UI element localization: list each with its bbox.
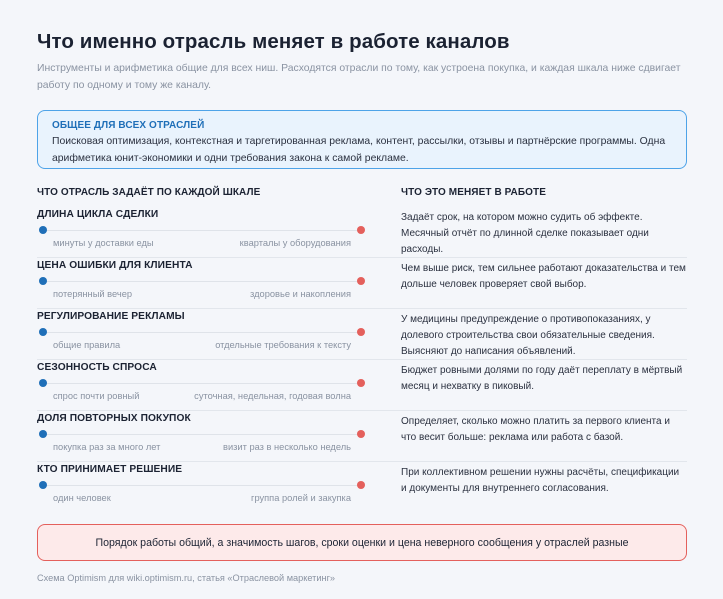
scale-low-label: минуты у доставки еды — [53, 238, 154, 248]
scale-row — [37, 207, 687, 258]
scale-title: КТО ПРИНИМАЕТ РЕШЕНИЕ — [37, 464, 183, 475]
scale-low-dot — [39, 430, 47, 438]
scale-row — [37, 309, 687, 360]
scale-low-label: покупка раз за много лет — [53, 442, 161, 452]
scale-low-dot — [39, 481, 47, 489]
page-subtitle: Инструменты и арифметика общие для всех ниш. Расходятся отрасли по тому, как устроена покупка, и каждая шкала ниже сдвигает работу по одному и тому же каналу. — [37, 63, 681, 91]
scale-track — [43, 332, 363, 333]
scale-low-dot — [39, 226, 47, 234]
common-box-text: Поисковая оптимизация, контекстная и таргетированная реклама, контент, рассылки, отзывы и партнёрские программы. Одна арифметика юнит-экономики и одни требования закона к самой рекламе. — [52, 136, 666, 164]
scale-title: СЕЗОННОСТЬ СПРОСА — [37, 362, 157, 373]
scale-title: ДЛИНА ЦИКЛА СДЕЛКИ — [37, 209, 159, 220]
scale-effect: Определяет, сколько можно платить за первого клиента и что весит больше: реклама или работа с базой. — [401, 416, 670, 443]
scale-effect: У медицины предупреждение о противопоказаниях, у долевого строительства свои обязательные сведения. Выясняют до написания объявлений. — [401, 314, 655, 357]
scale-high-label: визит раз в несколько недель — [223, 442, 351, 452]
scale-high-label: суточная, недельная, годовая волна — [194, 391, 351, 401]
scale-low-label: потерянный вечер — [53, 289, 133, 299]
scale-effect: Чем выше риск, тем сильнее работают доказательства и тем дольше человек проверяет свой выбор. — [401, 263, 686, 290]
page-title: Что именно отрасль меняет в работе каналов — [37, 30, 510, 53]
column-header-scales: ЧТО ОТРАСЛЬ ЗАДАЁТ ПО КАЖДОЙ ШКАЛЕ — [37, 187, 261, 198]
scale-high-dot — [357, 277, 365, 285]
scale-track — [43, 230, 363, 231]
scale-high-dot — [357, 226, 365, 234]
scale-effect: Бюджет ровными долями по году даёт переплату в мёртвый месяц и нехватку в пиковый. — [401, 365, 683, 392]
scale-low-dot — [39, 328, 47, 336]
scale-track — [43, 281, 363, 282]
scale-low-label: общие правила — [53, 340, 121, 350]
scale-track — [43, 383, 363, 384]
scale-high-dot — [357, 481, 365, 489]
scale-low-dot — [39, 277, 47, 285]
scale-title: ЦЕНА ОШИБКИ ДЛЯ КЛИЕНТА — [37, 260, 193, 271]
scale-row — [37, 360, 687, 411]
conclusion-box: Порядок работы общий, а значимость шагов, сроки оценки и цена неверного сообщения у отраслей разные — [37, 524, 687, 561]
footer-credit: Схема Optimism для wiki.optimism.ru, статья «Отраслевой маркетинг» — [37, 573, 336, 583]
common-box — [37, 110, 687, 169]
scale-row — [37, 258, 687, 309]
scale-effect: При коллективном решении нужны расчёты, спецификации и документы для внутреннего согласования. — [401, 467, 680, 494]
column-header-effects: ЧТО ЭТО МЕНЯЕТ В РАБОТЕ — [401, 187, 546, 198]
scale-effect: Задаёт срок, на котором можно судить об эффекте. Месячный отчёт по длинной сделке показывает одни расходы. — [401, 212, 649, 255]
scale-high-dot — [357, 328, 365, 336]
scale-high-label: группа ролей и закупка — [251, 493, 351, 503]
scale-low-dot — [39, 379, 47, 387]
scale-low-label: спрос почти ровный — [53, 391, 140, 401]
scale-track — [43, 485, 363, 486]
scale-high-label: отдельные требования к тексту — [215, 340, 351, 350]
scale-title: ДОЛЯ ПОВТОРНЫХ ПОКУПОК — [37, 413, 191, 424]
common-box-title: ОБЩЕЕ ДЛЯ ВСЕХ ОТРАСЛЕЙ — [52, 120, 205, 131]
scale-track — [43, 434, 363, 435]
scale-high-dot — [357, 430, 365, 438]
scale-title: РЕГУЛИРОВАНИЕ РЕКЛАМЫ — [37, 311, 185, 322]
scale-row — [37, 462, 687, 513]
scale-low-label: один человек — [53, 493, 111, 503]
scale-high-label: кварталы у оборудования — [239, 238, 351, 248]
scale-high-dot — [357, 379, 365, 387]
scale-high-label: здоровье и накопления — [250, 289, 351, 299]
scale-row — [37, 411, 687, 462]
